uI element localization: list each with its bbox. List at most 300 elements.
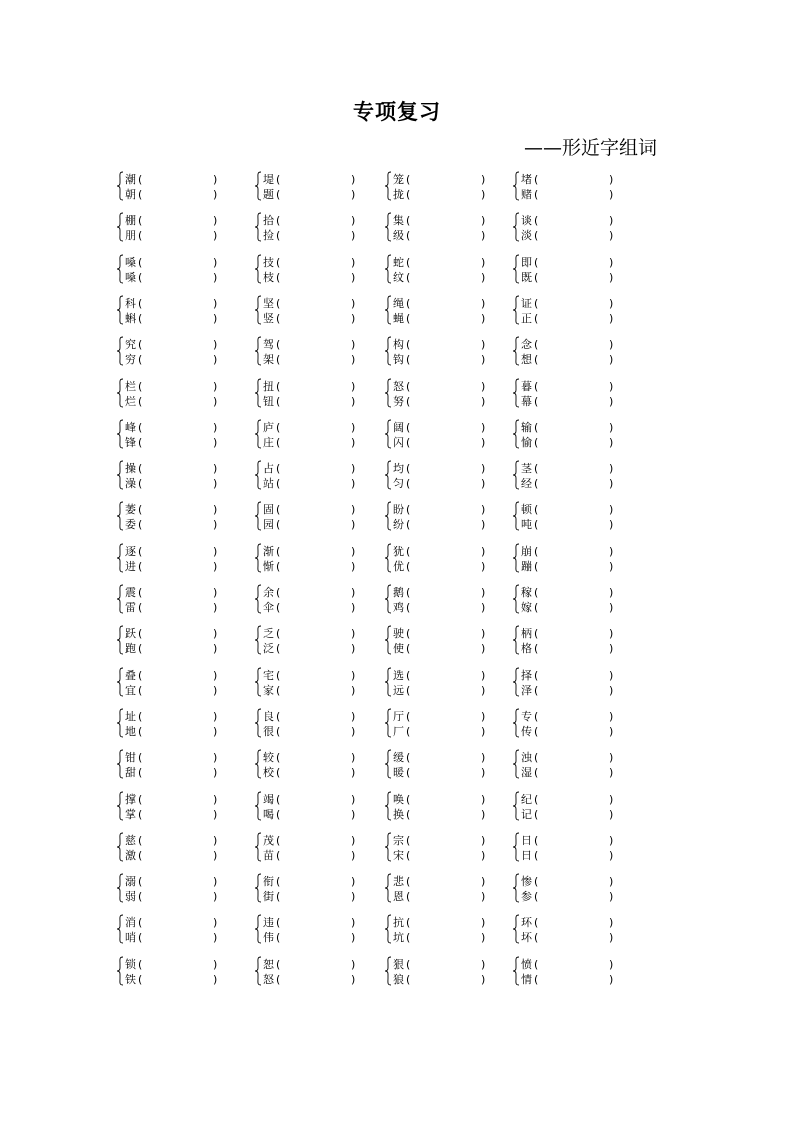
word-line [393, 585, 493, 600]
word-line [125, 255, 225, 270]
brace-icon [116, 378, 124, 408]
answer-open-paren: ( [406, 338, 411, 352]
character: 怒 [263, 972, 274, 986]
word-line [263, 765, 363, 780]
word-line [263, 833, 363, 848]
word-pair [254, 872, 354, 906]
answer-close-paren: ) [351, 848, 356, 862]
word-line [125, 724, 225, 739]
word-line [125, 668, 225, 683]
word-line [125, 228, 225, 243]
brace-icon [384, 460, 392, 490]
answer-open-paren: ( [276, 270, 281, 284]
brace-icon [116, 584, 124, 614]
character: 均 [393, 462, 404, 476]
answer-open-paren: ( [406, 931, 411, 945]
word-line [393, 930, 493, 945]
answer-open-paren: ( [276, 709, 281, 723]
character: 闪 [393, 435, 404, 449]
character: 努 [393, 394, 404, 408]
brace-icon [384, 212, 392, 242]
answer-close-paren: ) [213, 338, 218, 352]
answer-open-paren: ( [534, 188, 539, 201]
answer-open-paren: ( [406, 214, 411, 228]
word-line [125, 379, 225, 394]
word-line [125, 600, 225, 615]
character: 赌 [521, 188, 532, 201]
word-line [263, 394, 363, 409]
answer-close-paren: ) [213, 709, 218, 723]
character: 泛 [263, 642, 274, 656]
word-pair [254, 707, 354, 741]
answer-close-paren: ) [481, 394, 486, 408]
answer-open-paren: ( [534, 957, 539, 971]
word-pair [254, 418, 354, 452]
brace-icon [116, 254, 124, 284]
word-pair [384, 831, 484, 865]
answer-close-paren: ) [481, 420, 486, 434]
word-line [521, 255, 621, 270]
answer-close-paren: ) [213, 503, 218, 517]
answer-open-paren: ( [406, 848, 411, 862]
character: 拢 [393, 188, 404, 201]
answer-close-paren: ) [213, 394, 218, 408]
character: 园 [263, 518, 274, 532]
answer-open-paren: ( [406, 890, 411, 904]
answer-open-paren: ( [406, 766, 411, 780]
brace-icon [254, 625, 262, 655]
answer-close-paren: ) [213, 435, 218, 449]
character: 庄 [263, 435, 274, 449]
answer-open-paren: ( [534, 229, 539, 243]
word-line [521, 187, 621, 202]
character: 情 [521, 972, 532, 986]
word-pair [254, 624, 354, 658]
answer-open-paren: ( [276, 792, 281, 806]
word-line [125, 848, 225, 863]
word-row [116, 211, 636, 247]
answer-open-paren: ( [276, 559, 281, 573]
answer-open-paren: ( [534, 792, 539, 806]
word-line [125, 807, 225, 822]
character: 坚 [263, 296, 274, 310]
word-line [521, 957, 621, 972]
answer-close-paren: ) [351, 518, 356, 532]
word-pair [254, 955, 354, 989]
word-line [263, 337, 363, 352]
character: 栏 [125, 379, 136, 393]
character: 嗓 [125, 270, 136, 284]
character: 朝 [125, 188, 136, 201]
character: 溺 [125, 875, 136, 889]
brace-icon [512, 171, 520, 201]
word-line [521, 750, 621, 765]
character: 茂 [263, 833, 274, 847]
character: 震 [125, 586, 136, 599]
answer-close-paren: ) [213, 668, 218, 682]
word-line [125, 311, 225, 326]
answer-close-paren: ) [481, 544, 486, 558]
word-line [263, 807, 363, 822]
character: 很 [263, 724, 274, 738]
answer-close-paren: ) [481, 559, 486, 573]
answer-open-paren: ( [406, 668, 411, 682]
answer-open-paren: ( [406, 683, 411, 697]
answer-open-paren: ( [276, 338, 281, 352]
word-pair [384, 542, 484, 576]
answer-open-paren: ( [138, 601, 143, 614]
answer-open-paren: ( [138, 792, 143, 806]
word-pair [384, 624, 484, 658]
brace-icon [254, 460, 262, 490]
answer-open-paren: ( [138, 420, 143, 434]
word-line [521, 765, 621, 780]
brace-icon [254, 171, 262, 201]
character: 慈 [125, 833, 136, 847]
word-pair [116, 748, 216, 782]
character: 宅 [263, 668, 274, 682]
character: 想 [521, 353, 532, 367]
character: 逐 [125, 544, 136, 558]
brace-icon [384, 956, 392, 986]
answer-close-paren: ) [481, 833, 486, 847]
answer-close-paren: ) [481, 379, 486, 393]
word-line [393, 544, 493, 559]
brace-icon [254, 212, 262, 242]
word-line [521, 379, 621, 394]
word-line [521, 930, 621, 945]
character: 乏 [263, 627, 274, 641]
answer-open-paren: ( [406, 972, 411, 986]
word-pair [254, 253, 354, 287]
brace-icon [512, 419, 520, 449]
answer-close-paren: ) [213, 311, 218, 325]
character: 宗 [393, 833, 404, 847]
character: 烂 [125, 394, 136, 408]
brace-icon [254, 667, 262, 697]
character: 择 [521, 668, 532, 682]
answer-open-paren: ( [276, 503, 281, 517]
word-line [125, 930, 225, 945]
brace-icon [384, 584, 392, 614]
answer-open-paren: ( [406, 270, 411, 284]
character: 捡 [263, 229, 274, 243]
answer-close-paren: ) [481, 255, 486, 269]
answer-open-paren: ( [534, 668, 539, 682]
word-line [393, 435, 493, 450]
answer-close-paren: ) [609, 792, 614, 806]
character: 伟 [263, 931, 274, 945]
word-pair [384, 377, 484, 411]
brace-icon [384, 914, 392, 944]
answer-open-paren: ( [534, 848, 539, 862]
word-line [393, 792, 493, 807]
word-line [521, 724, 621, 739]
word-pair [384, 913, 484, 947]
word-pair [254, 294, 354, 328]
word-line [263, 724, 363, 739]
answer-close-paren: ) [351, 229, 356, 243]
word-line [263, 379, 363, 394]
word-line [521, 420, 621, 435]
answer-close-paren: ) [213, 559, 218, 573]
character: 科 [125, 296, 136, 310]
brace-icon [116, 956, 124, 986]
word-pair [384, 583, 484, 617]
character: 远 [393, 683, 404, 697]
brace-icon [384, 171, 392, 201]
word-pair [384, 872, 484, 906]
word-pair [512, 955, 612, 989]
word-pair [254, 583, 354, 617]
brace-icon [512, 708, 520, 738]
answer-close-paren: ) [609, 229, 614, 243]
character: 谈 [521, 214, 532, 228]
answer-close-paren: ) [351, 724, 356, 738]
word-line [393, 807, 493, 822]
character: 铁 [125, 972, 136, 986]
character: 稼 [521, 586, 532, 599]
answer-close-paren: ) [481, 668, 486, 682]
answer-open-paren: ( [138, 972, 143, 986]
character: 浊 [521, 751, 532, 765]
character: 操 [125, 462, 136, 476]
brace-icon [116, 295, 124, 325]
character: 固 [263, 503, 274, 517]
answer-close-paren: ) [213, 957, 218, 971]
character: 幕 [521, 394, 532, 408]
answer-open-paren: ( [534, 890, 539, 904]
word-line [393, 833, 493, 848]
word-line [393, 750, 493, 765]
word-line [393, 311, 493, 326]
character: 厅 [393, 709, 404, 723]
word-line [263, 972, 363, 987]
character: 狠 [393, 957, 404, 971]
answer-open-paren: ( [276, 311, 281, 325]
brace-icon [254, 791, 262, 821]
answer-close-paren: ) [481, 188, 486, 201]
answer-open-paren: ( [138, 173, 143, 186]
answer-open-paren: ( [138, 890, 143, 904]
character: 嗓 [125, 255, 136, 269]
answer-close-paren: ) [351, 642, 356, 656]
word-line [263, 709, 363, 724]
answer-close-paren: ) [351, 586, 356, 599]
word-pair [512, 500, 612, 534]
character: 朋 [125, 229, 136, 243]
answer-close-paren: ) [481, 792, 486, 806]
character: 宜 [125, 683, 136, 697]
answer-open-paren: ( [406, 503, 411, 517]
word-line [263, 172, 363, 187]
character: 弱 [125, 890, 136, 904]
character: 匀 [393, 477, 404, 491]
answer-close-paren: ) [351, 627, 356, 641]
answer-close-paren: ) [351, 807, 356, 821]
word-pair [384, 418, 484, 452]
character: 驶 [393, 627, 404, 641]
answer-open-paren: ( [406, 229, 411, 243]
brace-icon [116, 667, 124, 697]
character: 环 [521, 916, 532, 930]
word-pair [512, 913, 612, 947]
answer-close-paren: ) [481, 807, 486, 821]
word-line [263, 957, 363, 972]
word-line [125, 626, 225, 641]
answer-close-paren: ) [213, 173, 218, 186]
character: 架 [263, 353, 274, 367]
character: 潮 [125, 173, 136, 186]
answer-open-paren: ( [534, 544, 539, 558]
word-pair [384, 500, 484, 534]
character: 扭 [263, 379, 274, 393]
word-line [393, 187, 493, 202]
answer-open-paren: ( [534, 833, 539, 847]
answer-open-paren: ( [406, 379, 411, 393]
answer-close-paren: ) [481, 709, 486, 723]
word-line [125, 559, 225, 574]
word-line [521, 807, 621, 822]
answer-close-paren: ) [609, 833, 614, 847]
character: 纹 [393, 270, 404, 284]
answer-open-paren: ( [406, 875, 411, 889]
word-line [521, 311, 621, 326]
answer-open-paren: ( [138, 379, 143, 393]
word-line [125, 213, 225, 228]
word-pair [512, 872, 612, 906]
answer-close-paren: ) [609, 255, 614, 269]
character: 棚 [125, 214, 136, 228]
answer-open-paren: ( [406, 627, 411, 641]
answer-open-paren: ( [534, 379, 539, 393]
word-line [263, 296, 363, 311]
word-pair [254, 500, 354, 534]
character: 钳 [125, 751, 136, 765]
word-line [393, 420, 493, 435]
answer-close-paren: ) [481, 338, 486, 352]
word-line [263, 559, 363, 574]
word-line [125, 765, 225, 780]
answer-open-paren: ( [406, 462, 411, 476]
answer-close-paren: ) [481, 270, 486, 284]
answer-open-paren: ( [406, 833, 411, 847]
character: 日 [521, 848, 532, 862]
answer-close-paren: ) [351, 875, 356, 889]
word-line [521, 517, 621, 532]
answer-open-paren: ( [276, 848, 281, 862]
answer-close-paren: ) [481, 214, 486, 228]
answer-close-paren: ) [609, 420, 614, 434]
word-row [116, 459, 636, 495]
brace-icon [512, 749, 520, 779]
character: 站 [263, 477, 274, 491]
word-pair [254, 913, 354, 947]
character: 级 [393, 229, 404, 243]
answer-open-paren: ( [276, 518, 281, 532]
word-line [521, 213, 621, 228]
answer-open-paren: ( [534, 255, 539, 269]
answer-open-paren: ( [276, 435, 281, 449]
word-row [116, 377, 636, 413]
word-line [521, 228, 621, 243]
answer-close-paren: ) [213, 229, 218, 243]
word-line [521, 683, 621, 698]
word-line [521, 972, 621, 987]
word-line [263, 585, 363, 600]
answer-close-paren: ) [351, 173, 356, 186]
character: 惭 [263, 559, 274, 573]
character: 较 [263, 751, 274, 765]
answer-close-paren: ) [609, 462, 614, 476]
answer-close-paren: ) [213, 751, 218, 765]
answer-open-paren: ( [138, 214, 143, 228]
word-pair [512, 253, 612, 287]
word-line [263, 255, 363, 270]
answer-open-paren: ( [406, 353, 411, 367]
word-line [521, 889, 621, 904]
word-pair [384, 666, 484, 700]
brace-icon [116, 625, 124, 655]
answer-close-paren: ) [609, 807, 614, 821]
word-line [393, 724, 493, 739]
word-line [263, 420, 363, 435]
word-line [263, 600, 363, 615]
answer-open-paren: ( [138, 270, 143, 284]
character: 街 [263, 890, 274, 904]
answer-close-paren: ) [351, 916, 356, 930]
answer-open-paren: ( [138, 353, 143, 367]
answer-open-paren: ( [534, 709, 539, 723]
answer-close-paren: ) [481, 586, 486, 599]
brace-icon [116, 543, 124, 573]
brace-icon [254, 254, 262, 284]
brace-icon [116, 501, 124, 531]
character: 抗 [393, 916, 404, 930]
answer-close-paren: ) [481, 724, 486, 738]
character: 撑 [125, 792, 136, 806]
character: 犹 [393, 544, 404, 558]
brace-icon [116, 171, 124, 201]
word-pair [116, 294, 216, 328]
character: 宋 [393, 848, 404, 862]
answer-close-paren: ) [213, 462, 218, 476]
character: 家 [263, 683, 274, 697]
answer-close-paren: ) [609, 642, 614, 656]
word-line [393, 889, 493, 904]
brace-icon [384, 873, 392, 903]
character: 驾 [263, 338, 274, 352]
answer-close-paren: ) [351, 972, 356, 986]
brace-icon [254, 543, 262, 573]
answer-close-paren: ) [609, 353, 614, 367]
word-pair [384, 294, 484, 328]
brace-icon [254, 378, 262, 408]
word-line [521, 296, 621, 311]
answer-close-paren: ) [213, 188, 218, 201]
word-row [116, 872, 636, 908]
answer-close-paren: ) [351, 766, 356, 780]
word-line [393, 683, 493, 698]
answer-close-paren: ) [213, 833, 218, 847]
brace-icon [512, 254, 520, 284]
word-pair [116, 583, 216, 617]
word-line [125, 915, 225, 930]
answer-open-paren: ( [276, 642, 281, 656]
word-line [393, 394, 493, 409]
answer-close-paren: ) [351, 296, 356, 310]
character: 掌 [125, 807, 136, 821]
